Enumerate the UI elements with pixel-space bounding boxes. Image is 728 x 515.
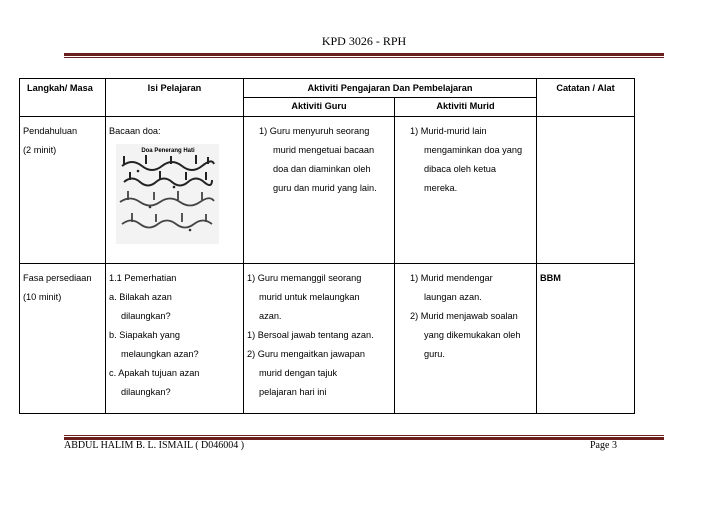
header-langkah: Langkah/ Masa <box>20 79 106 117</box>
header-catatan: Catatan / Alat <box>537 79 635 117</box>
cell-catatan <box>537 117 635 264</box>
header-aktiviti: Aktiviti Pengajaran Dan Pembelajaran <box>244 79 537 98</box>
cell-isi: 1.1 Pemerhatian a. Bilakah azan dilaungkan? b. Siapakah yang melaungkan azan? c. Apakah tujuan azan dilaungkan? <box>106 264 244 414</box>
header-aktiviti-murid: Aktiviti Murid <box>395 98 537 117</box>
header-isi: Isi Pelajaran <box>106 79 244 117</box>
footer-page-number: Page 3 <box>590 440 617 451</box>
table-header-row <box>20 79 635 98</box>
cell-aktiviti-murid: 1) Murid-murid lain mengaminkan doa yang dibaca oleh ketua mereka. <box>395 117 537 264</box>
cell-aktiviti-murid: 1) Murid mendengar laungan azan. 2) Murid menjawab soalan yang dikemukakan oleh guru. <box>395 264 537 414</box>
page-header-title: KPD 3026 - RPH <box>321 34 407 48</box>
cell-langkah: Fasa persediaan (10 minit) <box>20 264 106 414</box>
table-row <box>20 264 635 414</box>
cell-langkah: Pendahuluan (2 minit) <box>20 117 106 264</box>
doa-title: Doa Penerang Hati <box>141 148 195 154</box>
table-row <box>20 117 635 264</box>
doa-penerang-hati-image <box>116 144 219 244</box>
cell-aktiviti-guru: 1) Guru menyuruh seorang murid mengetuai bacaan doa dan diaminkan oleh guru dan murid yang lain. <box>244 117 395 264</box>
header-aktiviti-guru: Aktiviti Guru <box>244 98 395 117</box>
rph-table <box>19 78 635 414</box>
footer-author: ABDUL HALIM B. L. ISMAIL ( D046004 ) <box>64 440 245 451</box>
header-rule <box>64 53 664 58</box>
cell-isi: Bacaan doa: Doa Penerang Hati <box>106 117 244 264</box>
cell-aktiviti-guru: 1) Guru memanggil seorang murid untuk melaungkan azan. 1) Bersoal jawab tentang azan. 2) Guru mengaitkan jawapan murid dengan tajuk pelajaran hari ini <box>244 264 395 414</box>
cell-catatan: BBM <box>537 264 635 414</box>
